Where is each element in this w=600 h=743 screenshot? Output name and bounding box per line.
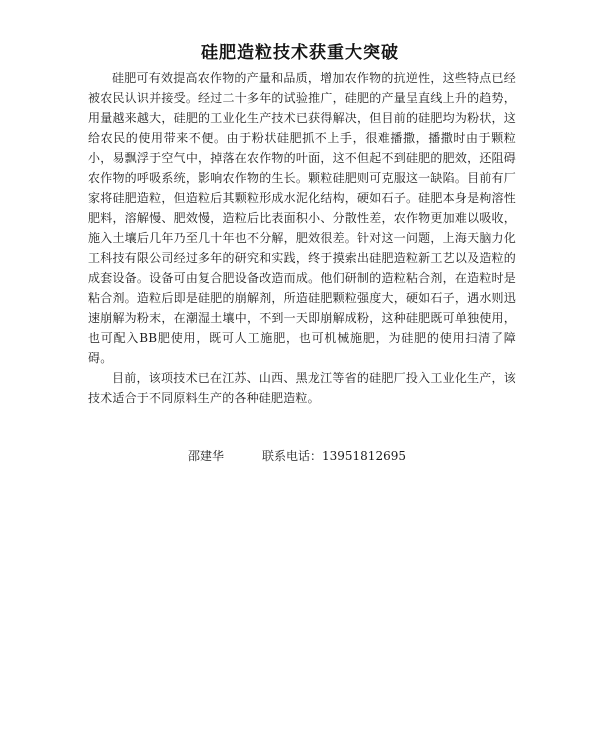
document-title: 硅肥造粒技术获重大突破	[201, 43, 399, 63]
author-name: 邵建华	[188, 449, 225, 463]
document-body	[88, 68, 516, 408]
signature-line	[188, 447, 406, 464]
contact-phone: 联系电话：13951812695	[262, 449, 406, 463]
paragraph-conclusion: 目前，该项技术已在江苏、山西、黑龙江等省的硅肥厂投入工业化生产，该技术适合于不同原料生产的各种硅肥造粒。	[88, 371, 516, 405]
paragraph-main: 硅肥可有效提高农作物的产量和品质，增加农作物的抗逆性，这些特点已经被农民认识并接受。经过二十多年的试验推广，硅肥的产量呈直线上升的趋势，用量越来越大，硅肥的工业化生产技术已获得解决，但目前的硅肥均为粉状，这给农民的使用带来不便。由于粉状硅肥抓不上手，很难播撒，播撒时由于颗粒小，易飘浮于空气中，掉落在农作物的叶面，这不但起不到硅肥的肥效，还阻碍农作物的呼吸系统，影响农作物的生长。颗粒硅肥则可克服这一缺陷。目前有厂家将硅肥造粒，但造粒后其颗粒形成水泥化结构，硬如石子。硅肥本身是枸溶性肥料，溶解慢、肥效慢，造粒后比表面积小、分散性差，农作物更加难以吸收，施入土壤后几年乃至几十年也不分解，肥效很差。针对这一问题，上海天脑力化工科技有限公司经过多年的研究和实践，终于摸索出硅肥造粒新工艺以及造粒的成套设备。设备可由复合肥设备改造而成。他们研制的造粒粘合剂，在造粒时是粘合剂。造粒后即是硅肥的崩解剂，所造硅肥颗粒强度大，硬如石子，遇水则迅速崩解为粉末，在潮湿土壤中，不到一天即崩解成粉，这种硅肥既可单独使用，也可配入BB肥使用，既可人工施肥，也可机械施肥，为硅肥的使用扫清了障碍。	[88, 71, 516, 365]
